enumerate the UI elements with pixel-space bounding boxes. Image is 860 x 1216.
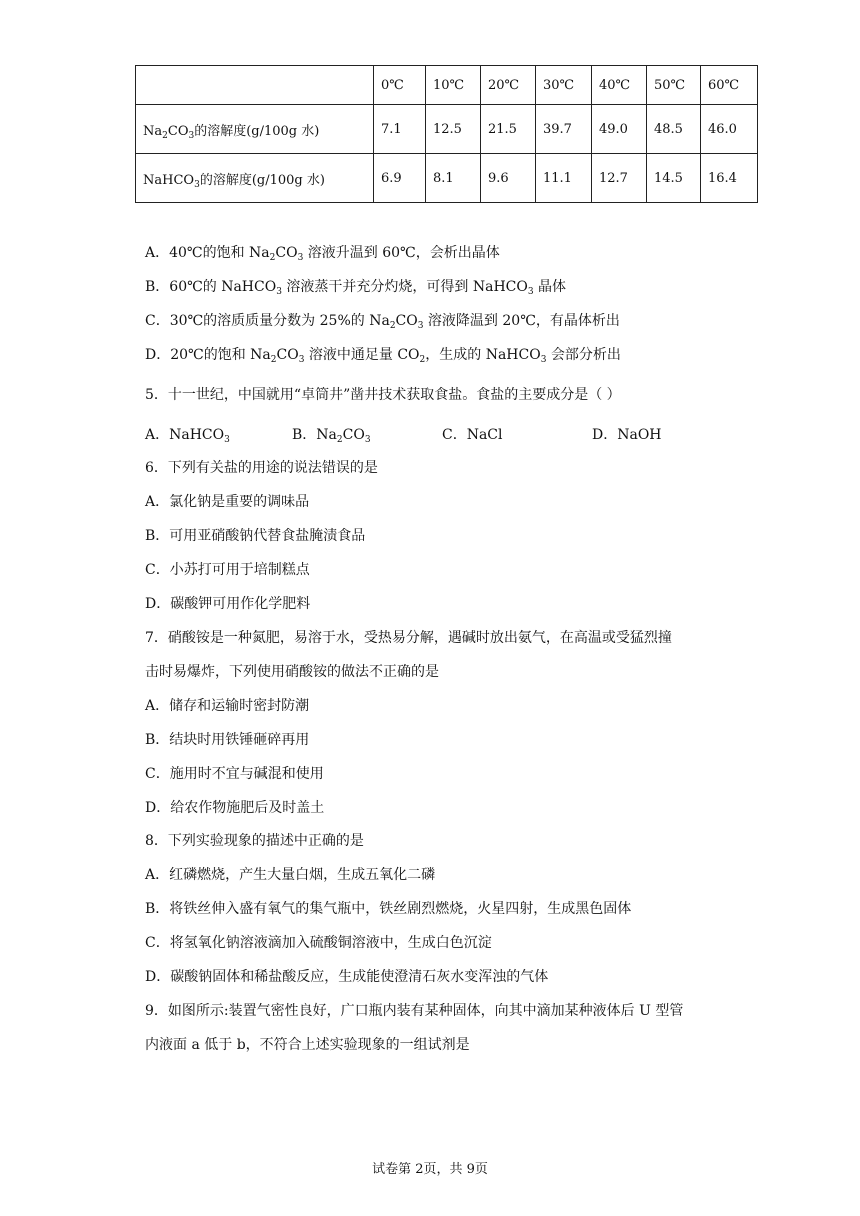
table-header-row	[136, 66, 758, 105]
q8-option-b: B．将铁丝伸入盛有氧气的集气瓶中，铁丝剧烈燃烧，火星四射，生成黑色固体	[145, 901, 632, 917]
q6-stem: 6．下列有关盐的用途的说法错误的是	[145, 460, 378, 476]
q4-option-b: B．60℃的 NaHCO$_3$ 溶液蒸干并充分灼烧，可得到 NaHCO$_3$ 晶体	[145, 279, 567, 297]
table-cell: 14.5	[647, 154, 701, 203]
table-cell: 16.4	[701, 154, 758, 203]
q7-option-a: A．储存和运输时密封防潮	[145, 698, 310, 714]
q5-options	[145, 425, 765, 445]
table-cell: 8.1	[426, 154, 481, 203]
table-header-cell: 40℃	[592, 66, 647, 105]
q5-option-b: B．$Na_2CO_3$	[292, 427, 371, 445]
table-header-cell: 30℃	[536, 66, 592, 105]
q5-option-c: C．NaCl	[442, 427, 503, 443]
q8-option-a: A．红磷燃烧，产生大量白烟，生成五氧化二磷	[145, 867, 436, 883]
q8-stem: 8．下列实验现象的描述中正确的是	[145, 833, 364, 849]
table-header-cell: 50℃	[647, 66, 701, 105]
table-row-na2co3	[136, 105, 758, 154]
q8-option-d: D．碳酸钠固体和稀盐酸反应，生成能使澄清石灰水变浑浊的气体	[145, 969, 549, 985]
q7-stem-line1: 7．硝酸铵是一种氮肥，易溶于水，受热易分解，遇碱时放出氨气，在高温或受猛烈撞	[145, 630, 672, 646]
table-cell: 6.9	[374, 154, 426, 203]
q5-option-a: A．NaHCO$_3$	[145, 427, 230, 445]
q7-option-d: D．给农作物施肥后及时盖土	[145, 800, 325, 816]
table-cell: 7.1	[374, 105, 426, 154]
row-label: $Na_2CO_3$的溶解度(g/100g 水)	[136, 105, 374, 154]
table-header-cell: 0℃	[374, 66, 426, 105]
q6-option-b: B．可用亚硝酸钠代替食盐腌渍食品	[145, 528, 366, 544]
q7-option-c: C．施用时不宜与碱混和使用	[145, 766, 324, 782]
table-cell: 48.5	[647, 105, 701, 154]
q5-stem: 5．十一世纪，中国就用“卓筒井”凿井技术获取食盐。食盐的主要成分是（ ）	[145, 387, 621, 403]
table-cell: 11.1	[536, 154, 592, 203]
q8-option-c: C．将氢氧化钠溶液滴加入硫酸铜溶液中，生成白色沉淀	[145, 935, 492, 951]
table-header-cell	[136, 66, 374, 105]
table-cell: 9.6	[481, 154, 536, 203]
row-label: NaHCO$_3$的溶解度(g/100g 水)	[136, 154, 374, 203]
table-cell: 49.0	[592, 105, 647, 154]
q6-option-a: A．氯化钠是重要的调味品	[145, 494, 310, 510]
table-cell: 21.5	[481, 105, 536, 154]
table-cell: 39.7	[536, 105, 592, 154]
q9-stem-line1: 9．如图所示:装置气密性良好，广口瓶内装有某种固体，向其中滴加某种液体后 U 型管	[145, 1003, 684, 1019]
q5-option-d: D．NaOH	[592, 427, 662, 443]
table-cell: 12.5	[426, 105, 481, 154]
table-cell: 46.0	[701, 105, 758, 154]
q6-option-c: C．小苏打可用于培制糕点	[145, 562, 310, 578]
table-header-cell: 20℃	[481, 66, 536, 105]
q7-stem-line2: 击时易爆炸，下列使用硝酸铵的做法不正确的是	[145, 664, 439, 680]
page-footer: 试卷第 2页，共 9页	[372, 1162, 488, 1177]
table-header-cell: 10℃	[426, 66, 481, 105]
q7-option-b: B．结块时用铁锤砸碎再用	[145, 732, 310, 748]
solubility-table	[135, 65, 758, 203]
table-row-nahco3	[136, 154, 758, 203]
table-cell: 12.7	[592, 154, 647, 203]
q9-stem-line2: 内液面 a 低于 b，不符合上述实验现象的一组试剂是	[145, 1037, 470, 1053]
q6-option-d: D．碳酸钾可用作化学肥料	[145, 596, 311, 612]
q4-option-a: A．40℃的饱和 $Na_2CO_3$ 溶液升温到 60℃，会析出晶体	[145, 245, 500, 263]
q4-option-d: D．20℃的饱和 $Na_2CO_3$ 溶液中通足量 $CO_2$，生成的 NaHCO$_3$ 会部分析出	[145, 347, 621, 365]
q4-option-c: C．30℃的溶质质量分数为 25%的 $Na_2CO_3$ 溶液降温到 20℃，有晶体析出	[145, 313, 620, 331]
table-header-cell: 60℃	[701, 66, 758, 105]
